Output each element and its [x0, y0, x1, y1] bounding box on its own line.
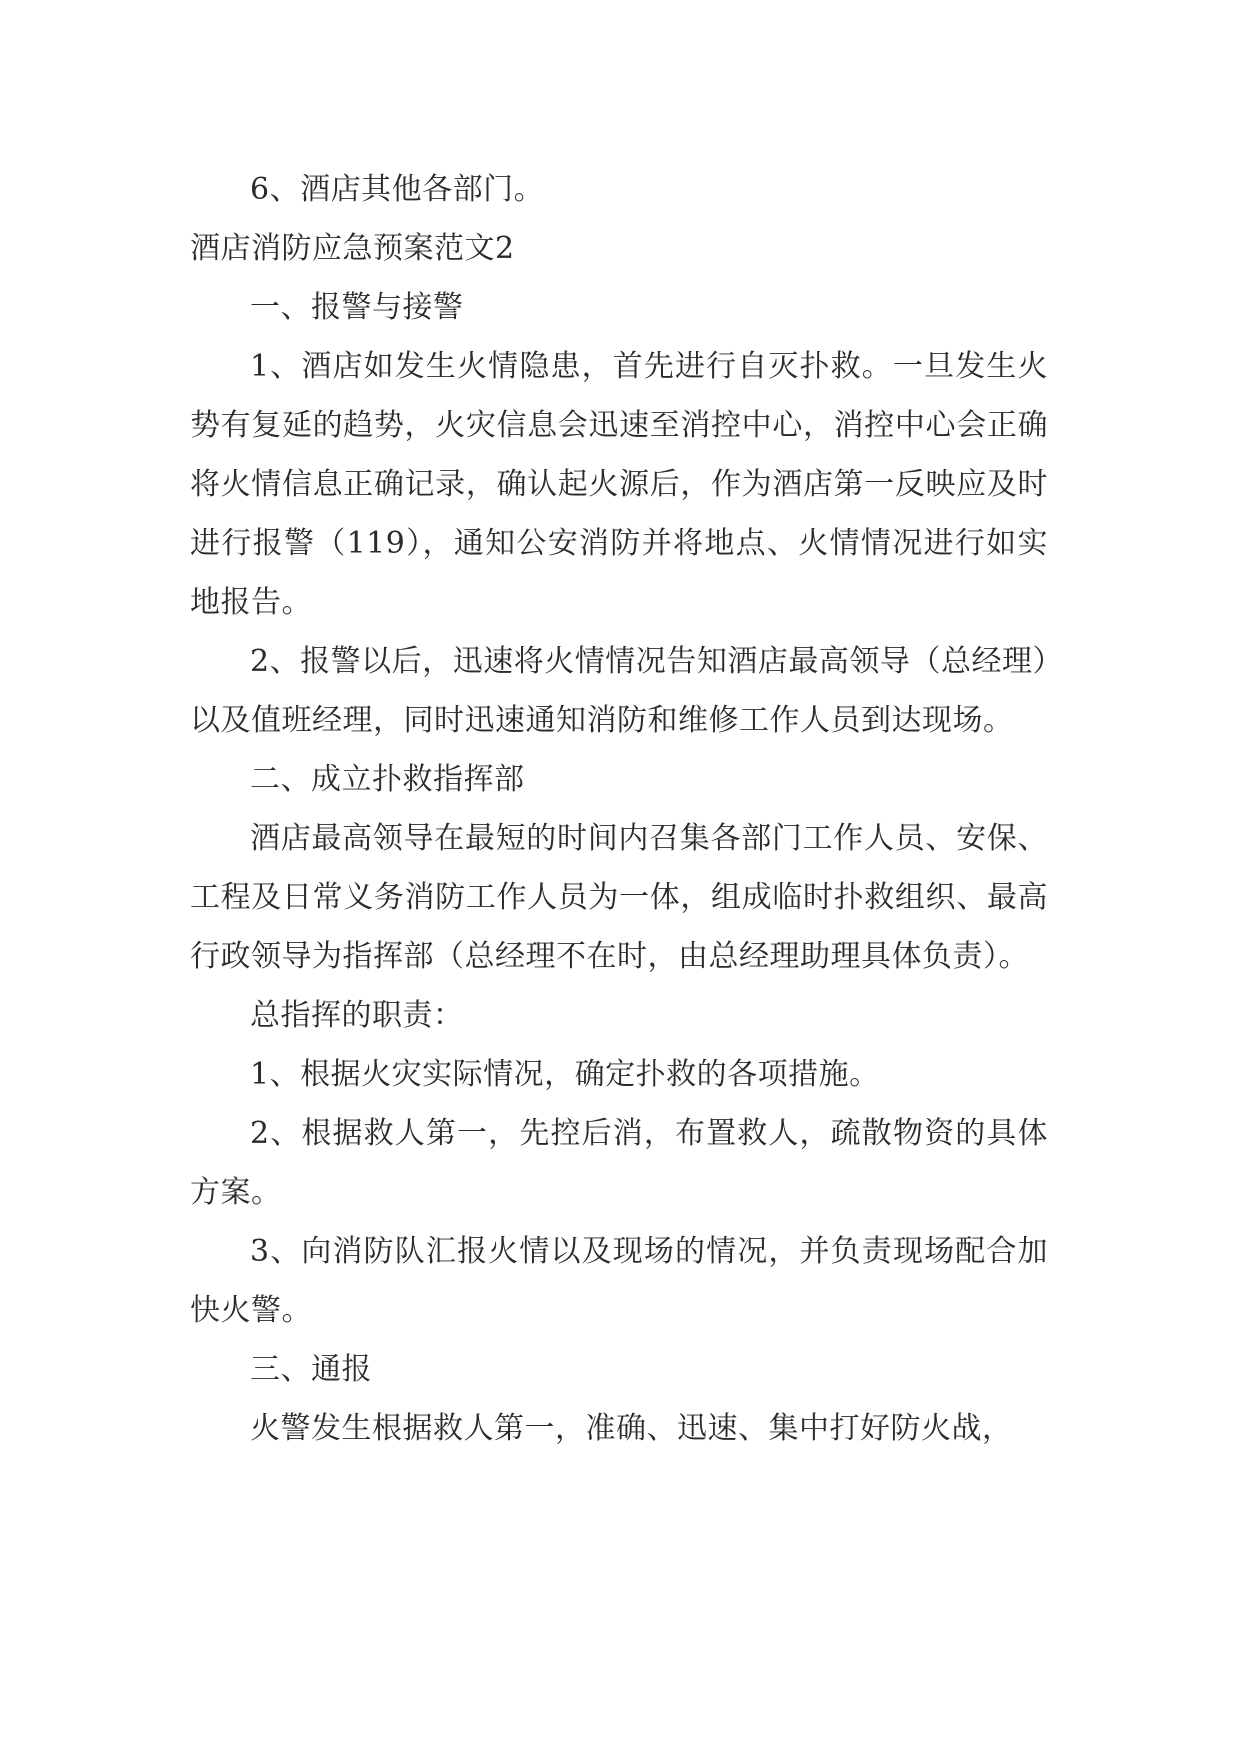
heading-alarm: 一、报警与接警 — [250, 290, 464, 325]
document-body — [190, 160, 1048, 1458]
heading-duties: 总指挥的职责： — [250, 998, 464, 1033]
paragraph-alarm-1: 1、酒店如发生火情隐患，首先进行自灭扑救。一旦发生火势有复延的趋势，火灾信息会迅速至消控中心，消控中心会正确将火情信息正确记录，确认起火源后，作为酒店第一反映应及时进行报警（119），通知公安消防并将地点、火情情况进行如实地报告。 — [190, 349, 1048, 620]
section-title: 酒店消防应急预案范文2 — [190, 231, 515, 266]
heading-command: 二、成立扑救指挥部 — [250, 762, 525, 797]
paragraph-duty-3: 3、向消防队汇报火情以及现场的情况，并负责现场配合加快火警。 — [190, 1234, 1048, 1328]
paragraph-notify: 火警发生根据救人第一，准确、迅速、集中打好防火战， — [250, 1411, 1013, 1446]
paragraph-item-6: 6、酒店其他各部门。 — [250, 172, 545, 207]
paragraph-command: 酒店最高领导在最短的时间内召集各部门工作人员、安保、工程及日常义务消防工作人员为一体，组成临时扑救组织、最高行政领导为指挥部（总经理不在时，由总经理助理具体负责）。 — [190, 821, 1048, 974]
paragraph-duty-1: 1、根据火灾实际情况，确定扑救的各项措施。 — [250, 1057, 880, 1092]
paragraph-alarm-2: 2、报警以后，迅速将火情情况告知酒店最高领导（总经理）以及值班经理，同时迅速通知消防和维修工作人员到达现场。 — [190, 644, 1048, 738]
paragraph-duty-2: 2、根据救人第一，先控后消，布置救人，疏散物资的具体方案。 — [190, 1116, 1048, 1210]
heading-notify: 三、通报 — [250, 1352, 372, 1387]
